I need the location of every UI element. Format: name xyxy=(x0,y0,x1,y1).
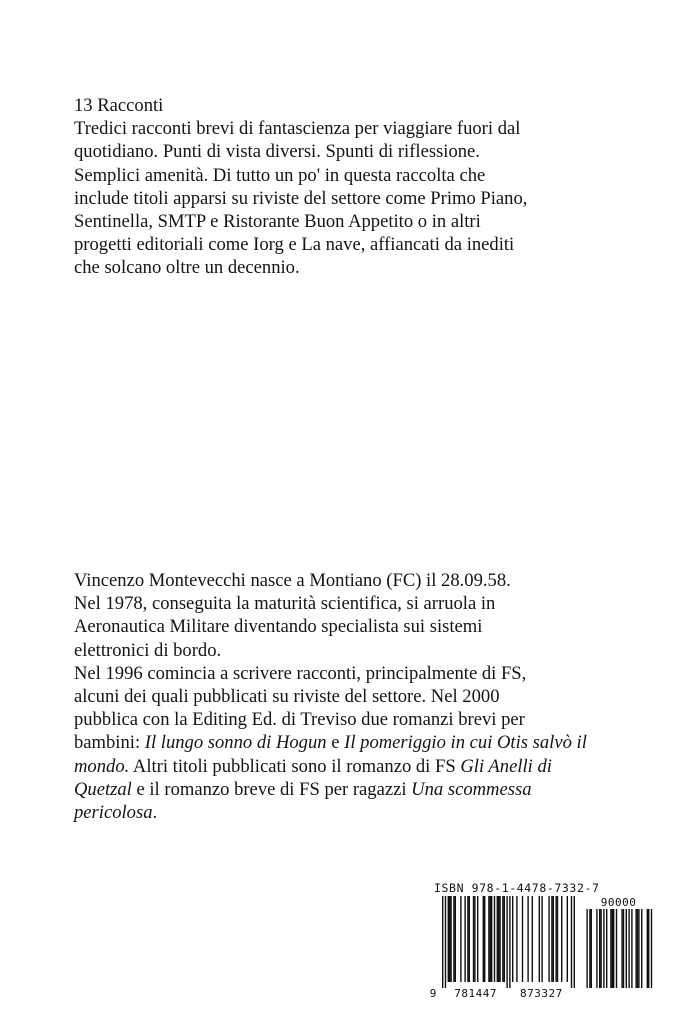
ean-bar xyxy=(522,896,523,982)
ean-bar xyxy=(532,896,533,982)
bio-line xyxy=(74,731,614,754)
ean-guard-bar xyxy=(509,896,510,988)
ean-bar xyxy=(561,896,562,982)
bio-line: Nel 1978, conseguita la maturità scientifica, si arruola in xyxy=(74,593,496,615)
blurb-line: include titoli apparsi su riviste del settore come Primo Piano, xyxy=(74,187,528,209)
ean-guard-bar xyxy=(574,896,575,988)
ean-bar xyxy=(488,896,489,982)
ean-bar xyxy=(516,896,517,982)
ean-bar xyxy=(557,896,558,982)
ean-bar xyxy=(460,896,461,982)
bio-line: pubblica con la Editing Ed. di Treviso due romanzi brevi per xyxy=(74,709,525,731)
ean-bar xyxy=(504,896,505,982)
ean-bar xyxy=(494,896,495,982)
addon-bar xyxy=(599,909,600,988)
ean-bar xyxy=(555,896,556,982)
ean-bar xyxy=(539,896,540,982)
ean-guard-bar xyxy=(571,896,572,988)
addon-bar xyxy=(623,909,624,988)
addon-bar xyxy=(631,909,632,988)
addon-bar xyxy=(613,909,614,988)
addon-bar xyxy=(606,909,607,988)
ean-bar xyxy=(499,896,500,982)
ean-bar xyxy=(483,896,484,982)
addon-digits: 90000 xyxy=(600,896,637,909)
ean-bar xyxy=(484,896,485,982)
barcode-graphic xyxy=(426,896,637,1000)
ean-bar xyxy=(455,896,456,982)
isbn-barcode xyxy=(426,878,637,1000)
bio-line: elettronici di bordo. xyxy=(74,639,222,661)
addon-bar xyxy=(637,909,638,988)
ean-left-digits: 781447 xyxy=(454,987,497,1000)
blurb-line: Tredici racconti brevi di fantascienza per viaggiare fuori dal xyxy=(74,118,521,140)
ean-bar xyxy=(498,896,499,982)
addon-bar xyxy=(635,909,636,988)
book-title: 13 Racconti xyxy=(74,95,164,116)
ean-bar xyxy=(527,896,528,982)
ean13-bars xyxy=(442,896,575,988)
addon-bar xyxy=(612,909,613,988)
ean-bar xyxy=(490,896,491,982)
ean-bar xyxy=(541,896,542,982)
blurb-line: Sentinella, SMTP e Ristorante Buon Appetito o in altri xyxy=(74,211,481,233)
author-bio xyxy=(74,569,614,824)
blurb-line: progetti editoriali come Iorg e La nave, affiancati da inediti xyxy=(74,234,515,256)
ean-bar xyxy=(548,896,549,982)
bio-text: e il romanzo breve di FS per ragazzi xyxy=(131,778,412,800)
book-title-quetzal-end: Quetzal xyxy=(74,778,132,800)
book-blurb xyxy=(74,94,614,280)
bio-text: bambini: xyxy=(74,732,145,754)
addon-bar xyxy=(616,909,617,988)
ean-bar xyxy=(553,896,554,982)
bio-text: . xyxy=(152,802,158,824)
addon-bar xyxy=(628,909,629,988)
ean-bar xyxy=(497,896,498,982)
ean-bar xyxy=(448,896,449,982)
blurb-line: che solcano oltre un decennio. xyxy=(74,257,300,279)
ean-bar xyxy=(502,896,503,982)
bio-line xyxy=(74,801,614,824)
addon-bar xyxy=(591,909,592,988)
ean-bar xyxy=(477,896,478,982)
ean-bar xyxy=(491,896,492,982)
book-title-quetzal: Gli Anelli di xyxy=(460,755,552,777)
ean-bar xyxy=(453,896,454,982)
bio-text: Altri titoli pubblicati sono il romanzo di FS xyxy=(129,755,461,777)
ean-guard-bar xyxy=(442,896,443,988)
book-title-otis: Il pomeriggio in cui Otis salvò il xyxy=(344,732,587,754)
addon-bar xyxy=(596,909,597,988)
addon-bar xyxy=(586,909,587,988)
ean-bar xyxy=(467,896,468,982)
blurb-line: quotidiano. Punti di vista diversi. Spunti di riflessione. xyxy=(74,141,480,163)
ean-bar xyxy=(464,896,465,982)
ean-bar xyxy=(474,896,475,982)
bio-line: Vincenzo Montevecchi nasce a Montiano (FC) il 28.09.58. xyxy=(74,570,511,591)
ean-bar xyxy=(449,896,450,982)
book-title-scommessa: Una scommessa xyxy=(411,778,532,800)
addon-bar xyxy=(648,909,649,988)
addon-bar xyxy=(603,909,604,988)
addon-bar xyxy=(621,909,622,988)
blurb-line: Semplici amenità. Di tutto un po' in questa raccolta che xyxy=(74,164,486,186)
ean-bar xyxy=(473,896,474,982)
addon-bar xyxy=(600,909,601,988)
addon-bars xyxy=(586,909,652,988)
addon-bar xyxy=(647,909,648,988)
book-title-scommessa-end: pericolosa xyxy=(74,802,153,824)
ean-bar xyxy=(567,896,568,982)
isbn-label: ISBN 978-1-4478-7332-7 xyxy=(434,881,600,895)
book-title-otis-end: mondo. xyxy=(74,755,130,777)
addon-bar xyxy=(641,909,642,988)
addon-bar xyxy=(651,909,652,988)
bio-text: e xyxy=(326,732,345,754)
ean-guard-bar xyxy=(506,896,507,988)
bio-line xyxy=(74,755,614,778)
bio-line: Nel 1996 comincia a scrivere racconti, principalmente di FS, xyxy=(74,662,527,684)
book-title-hogun: Il lungo sonno di Hogun xyxy=(144,732,327,754)
addon-bar xyxy=(610,909,611,988)
ean-bar xyxy=(512,896,513,982)
ean-bar xyxy=(450,896,451,982)
bio-line: alcuni dei quali pubblicati su riviste del settore. Nel 2000 xyxy=(74,686,500,708)
addon-bar xyxy=(589,909,590,988)
ean-first-digit: 9 xyxy=(429,987,437,1000)
bio-line xyxy=(74,778,614,801)
ean-guard-bar xyxy=(445,896,446,988)
ean-bar xyxy=(469,896,470,982)
ean-right-digits: 873327 xyxy=(520,987,563,1000)
ean-bar xyxy=(551,896,552,982)
bio-line: Aeronautica Militare diventando specialista sui sistemi xyxy=(74,616,483,638)
addon-bar xyxy=(638,909,639,988)
addon-bar xyxy=(626,909,627,988)
